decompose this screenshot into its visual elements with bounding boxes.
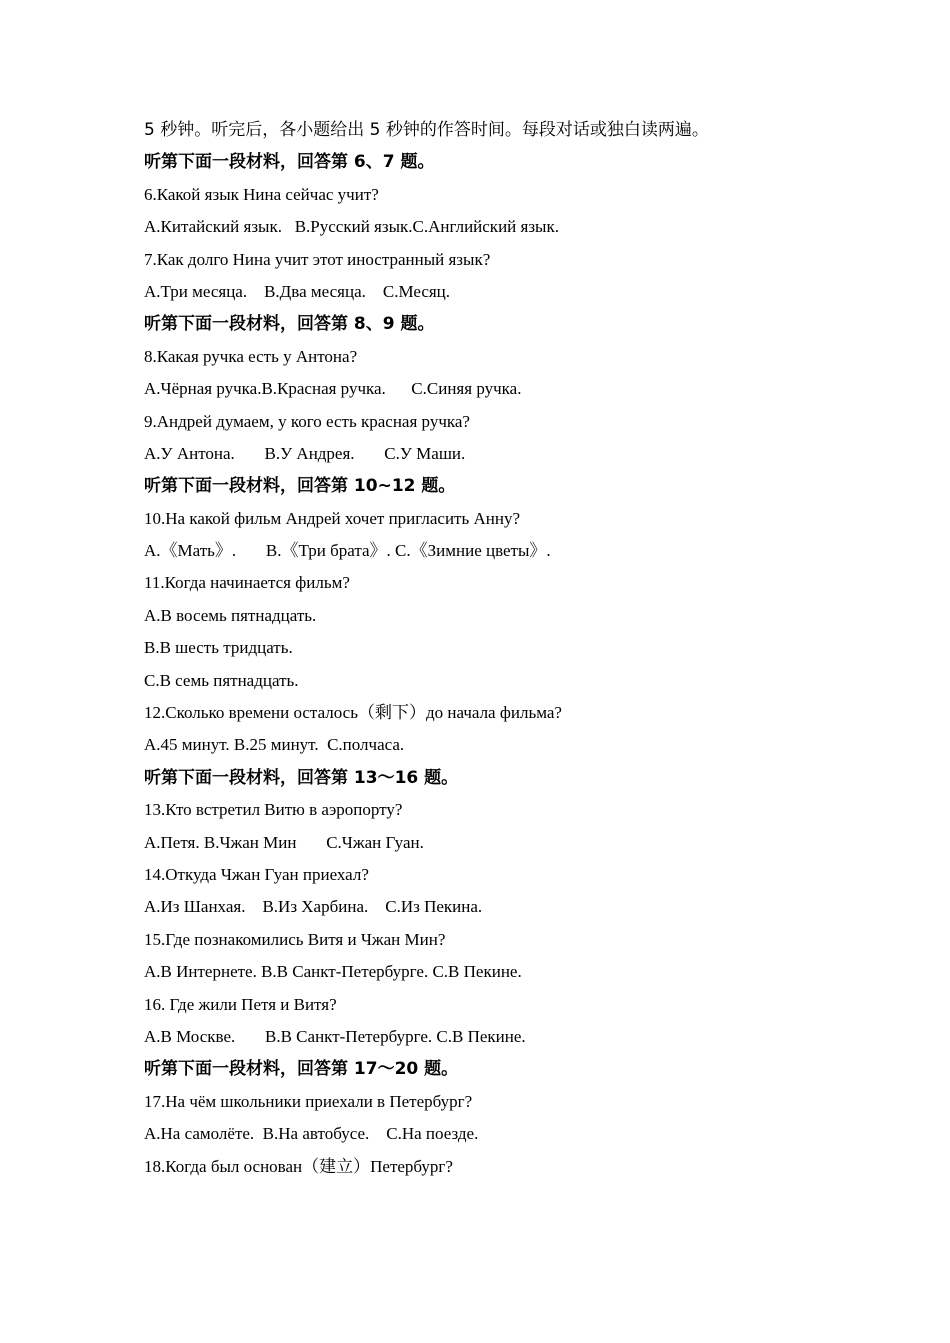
question-8: 8.Какая ручка есть у Антона? <box>144 346 358 366</box>
section-heading: 听第下面一段材料，回答第 17～20 题。 <box>144 1059 459 1080</box>
answers-6: A.Китайский язык. B.Русский язык.C.Английский язык. <box>144 217 559 237</box>
question-7: 7.Как долго Нина учит этот иностранный язык? <box>144 249 491 269</box>
question-18: 18.Когда был основан（建立）Петербург? <box>144 1156 453 1176</box>
answers-14: A.Из Шанхая. B.Из Харбина. C.Из Пекина. <box>144 897 483 917</box>
answers-13: A.Петя. B.Чжан Мин C.Чжан Гуан. <box>144 832 424 852</box>
section-heading: 听第下面一段材料，回答第 6、7 题。 <box>144 152 435 173</box>
answers-9: A.У Антона. B.У Андрея. C.У Маши. <box>144 443 466 463</box>
document-page <box>144 114 844 1183</box>
answers-10: A.《Мать》. B.《Три брата》. C.《Зимние цветы》. <box>144 541 551 561</box>
question-11: 11.Когда начинается фильм? <box>144 573 350 593</box>
question-13: 13.Кто встретил Витю в аэропорту? <box>144 800 403 820</box>
section-heading: 听第下面一段材料，回答第 13～16 题。 <box>144 767 459 788</box>
question-12: 12.Сколько времени осталось（剩下）до начала фильма? <box>144 703 562 723</box>
answers-8: A.Чёрная ручка.B.Красная ручка. C.Синяя ручка. <box>144 379 522 399</box>
section-heading: 听第下面一段材料，回答第 10~12 题。 <box>144 476 456 497</box>
answers-15: A.В Интернете. B.В Санкт-Петербурге. C.В Пекине. <box>144 962 522 982</box>
section-heading: 听第下面一段材料，回答第 8、9 题。 <box>144 314 435 335</box>
question-6: 6.Какой язык Нина сейчас учит? <box>144 184 379 204</box>
question-16: 16. Где жили Петя и Витя? <box>144 994 337 1014</box>
question-15: 15.Где познакомились Витя и Чжан Мин? <box>144 929 446 949</box>
intro-line: 5 秒钟。听完后，各小题给出 5 秒钟的作答时间。每段对话或独白读两遍。 <box>144 120 709 140</box>
answers-17: A.На самолёте. B.На автобусе. C.На поезде. <box>144 1124 479 1144</box>
answers-16: A.В Москве. B.В Санкт-Петербурге. C.В Пекине. <box>144 1026 526 1046</box>
answers-7: A.Три месяца. B.Два месяца. C.Месяц. <box>144 281 451 301</box>
question-14: 14.Откуда Чжан Гуан приехал? <box>144 864 369 884</box>
answers-12: A.45 минут. B.25 минут. C.полчаса. <box>144 735 405 755</box>
question-17: 17.На чём школьники приехали в Петербург? <box>144 1091 473 1111</box>
answer-11-b: B.В шесть тридцать. <box>144 638 293 658</box>
question-9: 9.Андрей думаем, у кого есть красная ручка? <box>144 411 470 431</box>
question-10: 10.На какой фильм Андрей хочет пригласить Анну? <box>144 508 521 528</box>
answer-11-c: C.В семь пятнадцать. <box>144 670 299 690</box>
answer-11-a: A.В восемь пятнадцать. <box>144 605 317 625</box>
